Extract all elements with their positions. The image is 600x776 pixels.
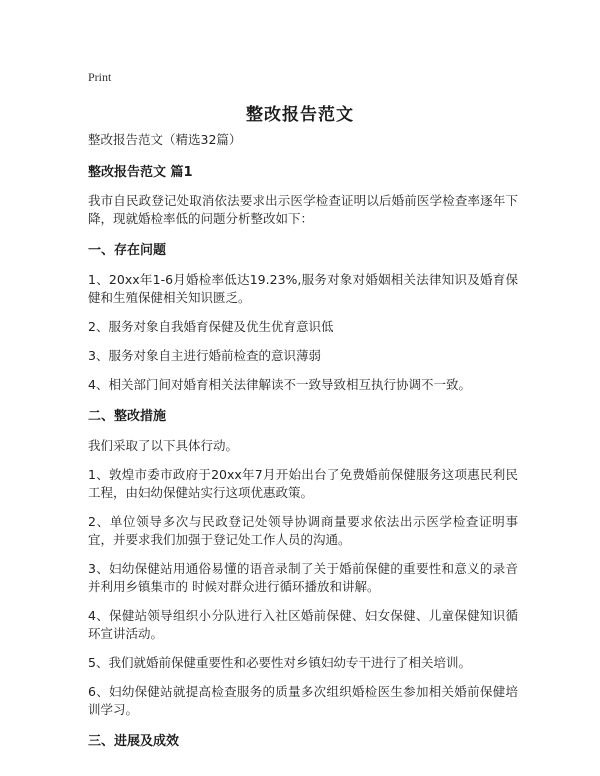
measure-item: 2、单位领导多次与民政登记处领导协调商量要求依法出示医学检查证明事宜，并要求我们加强于登记处工作人员的沟通。 (88, 514, 518, 547)
measure-item: 3、妇幼保健站用通俗易懂的语音录制了关于婚前保健的重要性和意义的录音并利用乡镇集市的 时候对群众进行循环播放和讲解。 (88, 561, 518, 594)
print-label: Print (88, 70, 112, 84)
problem-item: 1、20xx年1-6月婚检率低达19.23%,服务对象对婚姻相关法律知识及婚育保健和生殖保健相关知识匮乏。 (88, 272, 518, 305)
page-title: 整改报告范文 (246, 105, 354, 125)
document-subtitle: 整改报告范文（精选32篇） (88, 132, 242, 147)
problem-item: 4、相关部门间对婚育相关法律解读不一致导致相互执行协调不一致。 (88, 377, 471, 392)
section-heading-progress: 三、进展及成效 (88, 734, 180, 749)
section-heading-problems: 一、存在问题 (88, 243, 167, 258)
measure-item: 1、敦煌市委市政府于20xx年7月开始出台了免费婚前保健服务这项惠民利民工程，由妇幼保健站实行这项优惠政策。 (88, 467, 518, 500)
measure-item: 4、保健站领导组织小分队进行入社区婚前保健、妇女保健、儿童保健知识循环宣讲活动。 (88, 608, 518, 641)
document-body (88, 131, 518, 762)
measures-intro: 我们采取了以下具体行动。 (88, 438, 239, 453)
problem-item: 3、服务对象自主进行婚前检查的意识薄弱 (88, 348, 321, 363)
article-heading: 整改报告范文 篇1 (88, 165, 193, 180)
intro-paragraph: 我市自民政登记处取消依法要求出示医学检查证明以后婚前医学检查率逐年下降，现就婚检率低的问题分析整改如下： (88, 193, 518, 226)
measure-item: 5、我们就婚前保健重要性和必要性对乡镇妇幼专干进行了相关培训。 (88, 655, 471, 670)
measure-item: 6、妇幼保健站就提高检查服务的质量多次组织婚检医生参加相关婚前保健培训学习。 (88, 684, 518, 717)
section-heading-measures: 二、整改措施 (88, 409, 167, 424)
problem-item: 2、服务对象自我婚育保健及优生优育意识低 (88, 319, 334, 334)
